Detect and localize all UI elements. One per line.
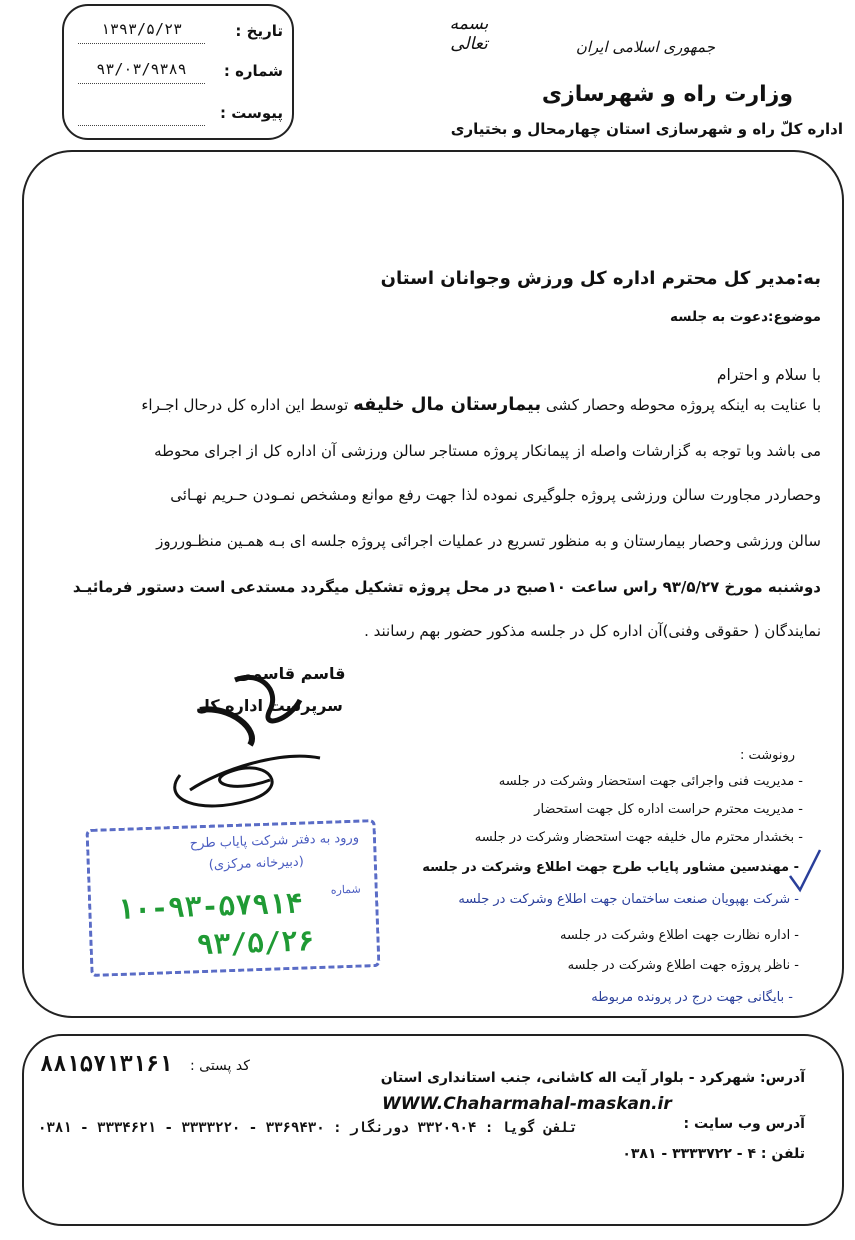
cc-item: - ناظر پروژه جهت اطلاع وشرکت در جلسه (567, 958, 799, 973)
stamp-subtitle: (دبیرخانه مرکزی) (208, 854, 305, 873)
body-line-3: وحصاردر مجاورت سالن ورزشی پروژه جلوگیری نموده لذا جهت رفع موانع ومشخص نمـودن حـریم نهـائی (170, 486, 821, 504)
phone-fax-numbers: تلفن گویا : ۳۳۲۰۹۰۴ دورنگار : ۳۳۶۹۴۳۰ - ۳۳۳۳۲۲۰ - ۳۳۳۴۶۲۱ - ۰۳۸۱ (38, 1120, 578, 1136)
stamp-registration-date: ۹۳/۵/۲۶ (196, 924, 316, 962)
postal-code-label: کد پستی : (190, 1058, 250, 1074)
date-label: تاریخ : (235, 22, 283, 40)
republic-title: جمهوری اسلامی ایران (575, 38, 715, 56)
secretariat-stamp (86, 819, 381, 977)
number-row (78, 60, 283, 86)
cc-item: - بخشدار محترم مال خلیفه جهت استحضار وشرکت در جلسه (474, 830, 803, 845)
subject-line: موضوع:دعوت به جلسه (670, 309, 821, 325)
cc-title: رونوشت : (739, 748, 795, 763)
attachment-row (78, 102, 283, 128)
postal-code: ۸۸۱۵۷۱۳۱۶۱ (40, 1052, 173, 1077)
stamp-title: ورود به دفتر شرکت پایاب طرح (189, 830, 360, 852)
letter-meta-box (62, 4, 294, 140)
attachment-value (78, 102, 205, 126)
stamp-number-label: شماره (330, 882, 361, 897)
cc-item: - شرکت بهپویان صنعت ساختمان جهت اطلاع وشرکت در جلسه (458, 892, 799, 907)
website-url: WWW.Chaharmahal-maskan.ir (382, 1094, 672, 1114)
website-label: آدرس وب سایت : (683, 1116, 805, 1132)
phone-line: تلفن : ۴ - ۳۳۳۳۷۲۲ - ۰۳۸۱ (622, 1146, 805, 1162)
number-label: شماره : (223, 62, 283, 80)
cc-item: - مدیریت فنی واجرائی جهت استحضار وشرکت در جلسه (498, 774, 803, 789)
date-value: ۱۳۹۳/۵/۲۳ (78, 20, 205, 44)
body-line-2: می باشد وبا توجه به گزارشات واصله از پیمانکار پروژه مستاجر سالن ورزشی آن اداره کل از اجرای محوطه (154, 442, 821, 460)
project-name-highlight: بیمارستان مال خلیفه (353, 394, 542, 415)
number-value: ۹۳/۰۳/۹۳۸۹ (78, 60, 205, 84)
body-text: توسط این اداره کل درحال اجـراء (141, 396, 354, 414)
attachment-label: پیوست : (219, 104, 283, 122)
body-line-1 (141, 394, 821, 416)
recipient-line: به:مدیر کل محترم اداره کل ورزش وجوانان استان (380, 268, 821, 289)
body-text: با عنایت به اینکه پروژه محوطه وحصار کشی (541, 396, 821, 414)
signer-name: قاسم قاسمی (236, 664, 346, 683)
signer-title: سرپرست اداره کل (196, 696, 343, 715)
body-line-4: سالن ورزشی وحصار بیمارستان و به منظور تسریع در عملیات اجرائی پروژه جلسه ای بـه همـین منظـورروز (156, 532, 821, 550)
cc-item-checked: - مهندسین مشاور پایاب طرح جهت اطلاع وشرکت در جلسه (422, 860, 799, 875)
date-row (78, 20, 283, 46)
cc-item: - اداره نظارت جهت اطلاع وشرکت در جلسه (559, 928, 799, 943)
check-mark-icon (786, 846, 826, 896)
cc-item: - بایگانی جهت درج در پرونده مربوطه (591, 990, 793, 1005)
bismillah-calligraphy: بسمه تعالی (449, 14, 489, 54)
stamp-registration-number: ۱۰-۹۳-۵۷۹۱۴ (116, 886, 304, 927)
ministry-title: وزارت راه و شهرسازی (541, 82, 793, 107)
body-line-6: نمایندگان ( حقوقی وفنی)آن اداره کل در جلسه مذکور حضور بهم رسانند . (364, 622, 821, 640)
directorate-title: اداره کلّ راه و شهرسازی استان چهارمحال و بختیاری (450, 120, 843, 138)
cc-item: - مدیریت محترم حراست اداره کل جهت استحضار (534, 802, 803, 817)
handwritten-signature (140, 650, 340, 820)
address-line: آدرس: شهرکرد - بلوار آیت اله کاشانی، جنب استانداری استان (380, 1070, 805, 1086)
body-line-5: دوشنبه مورخ ۹۳/۵/۲۷ راس ساعت ۱۰صبح در محل پروژه تشکیل میگردد مستدعی است دستور فرمائیـد (72, 578, 821, 596)
greeting-line: با سلام و احترام (716, 366, 821, 384)
